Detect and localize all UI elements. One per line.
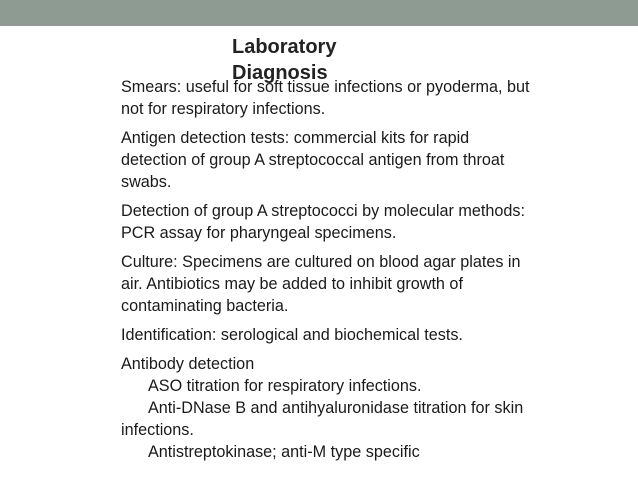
- paragraph-smears: Smears: useful for soft tissue infections or pyoderma, but not for respiratory infections.: [121, 78, 530, 118]
- slide-header-bar: [0, 0, 638, 26]
- slide: [0, 26, 638, 479]
- antibody-item-anti-dnase: Anti-DNase B and antihyaluronidase titration for skin infections.: [121, 399, 524, 439]
- antibody-detection-section: [121, 353, 531, 463]
- slide-title: Laboratory Diagnosis: [232, 36, 337, 84]
- paragraph-identification: Identification: serological and biochemical tests.: [121, 326, 463, 344]
- paragraph-molecular-detection: Detection of group A streptococci by molecular methods: PCR assay for pharyngeal specimens.: [121, 202, 525, 242]
- antibody-detection-heading: Antibody detection: [121, 355, 255, 373]
- slide-body: [121, 76, 531, 470]
- paragraph-culture: Culture: Specimens are cultured on blood agar plates in air. Antibiotics may be added to inhibit growth of contaminating bacteria.: [121, 253, 521, 315]
- antibody-item-aso: ASO titration for respiratory infections.: [148, 377, 422, 395]
- paragraph-antigen-detection: Antigen detection tests: commercial kits for rapid detection of group A streptococcal antigen from throat swabs.: [121, 129, 505, 191]
- antibody-item-antistreptokinase: Antistreptokinase; anti-M type specific: [148, 443, 420, 461]
